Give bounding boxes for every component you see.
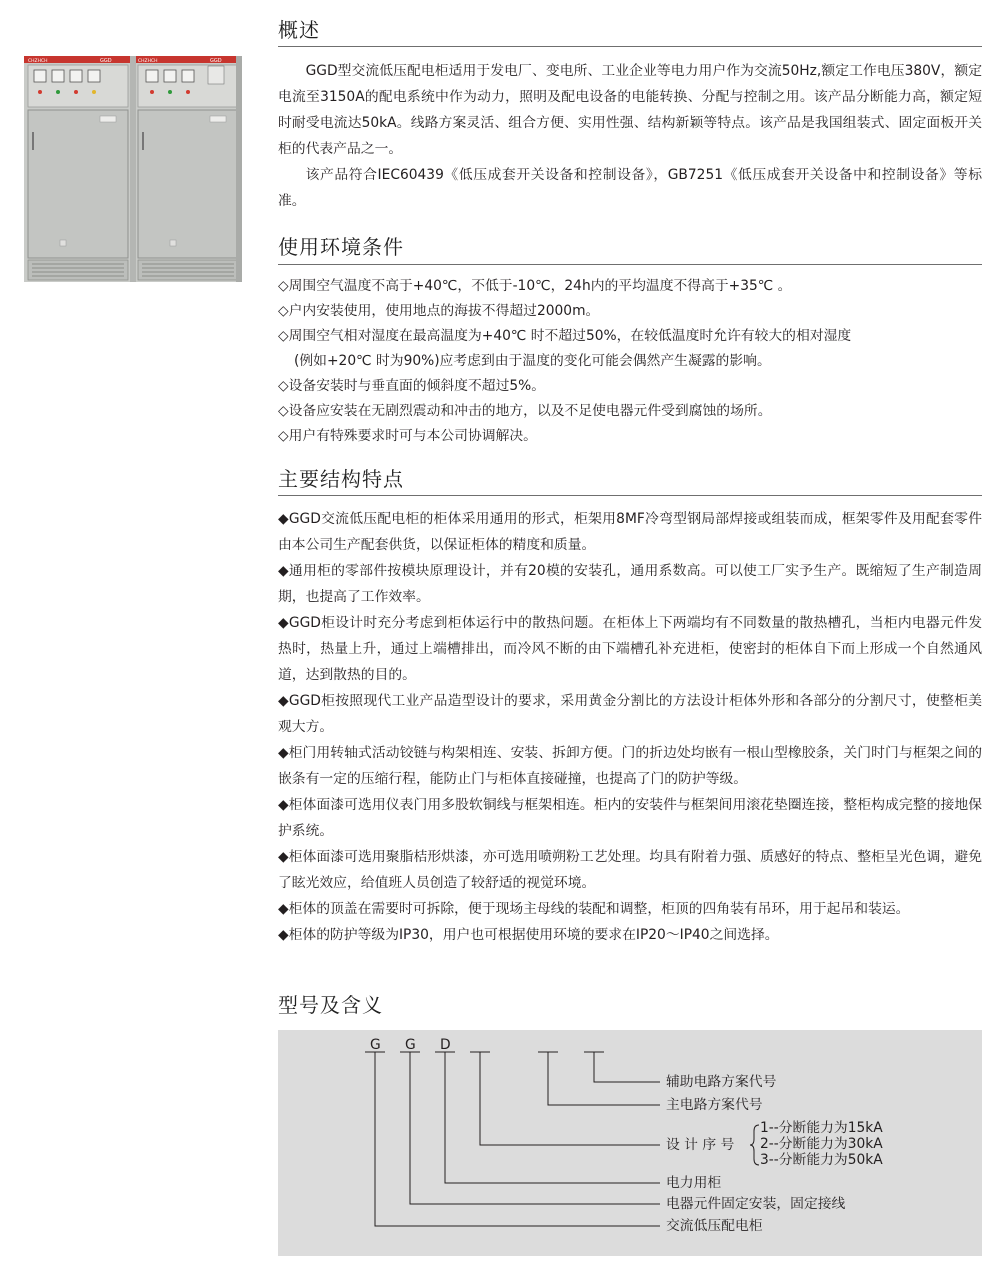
model-letter-d: D xyxy=(440,1037,451,1053)
list-item: ◇周围空气温度不高于+40℃，不低于-10℃，24h内的平均温度不得高于+35℃ 。 xyxy=(278,278,792,294)
section-title-model: 型号及含义 xyxy=(278,993,383,1017)
section-divider xyxy=(278,46,982,47)
panel-model-left: GGD xyxy=(100,58,112,64)
label-ac-cabinet: 交流低压配电柜 xyxy=(666,1218,763,1234)
label-power-cabinet: 电力用柜 xyxy=(666,1175,722,1191)
section-title-structure: 主要结构特点 xyxy=(278,467,404,491)
list-item: ◇周围空气相对湿度在最高温度为+40℃ 时不超过50%，在较低温度时允许有较大的相对湿度 xyxy=(278,328,852,344)
label-fixed-install: 电器元件固定安装，固定接线 xyxy=(666,1196,846,1212)
label-aux-circuit: 辅助电路方案代号 xyxy=(666,1074,777,1090)
list-item: ◆柜门用转轴式活动铰链与构架相连、安装、拆卸方便。门的折边处均嵌有一根山型橡胶条，关门时门与框架之间的嵌条有一定的压缩行程，能防止门与柜体直接碰撞，也提高了门的防护等级。 xyxy=(278,745,982,787)
product-photo xyxy=(22,52,244,284)
overview-paragraph: GGD型交流低压配电柜适用于发电厂、变电所、工业企业等电力用户作为交流50Hz,额定工作电压380V，额定电流至3150A的配电系统中作为动力，照明及配电设备的电能转换、分配与控制之用。该产品分断能力高，额定短时耐受电流达50kA。线路方案灵活、组合方便、实用性强、结构新颖等特点。该产品是我国组装式、固定面板开关柜的代表产品之一。 xyxy=(278,63,982,157)
section-divider xyxy=(278,264,982,265)
list-item: ◆柜体面漆可选用仪表门用多股软铜线与框架相连。柜内的安装件与框架间用滚花垫圈连接，整柜构成完整的接地保护系统。 xyxy=(278,797,982,839)
model-diagram xyxy=(278,1030,982,1256)
list-item: ◇设备安装时与垂直面的倾斜度不超过5%。 xyxy=(278,378,546,394)
list-item: ◆GGD柜按照现代工业产品造型设计的要求，采用黄金分割比的方法设计柜体外形和各部分的分割尺寸，使整柜美观大方。 xyxy=(278,693,982,735)
section-title-environment: 使用环境条件 xyxy=(278,235,404,259)
list-item: (例如+20℃ 时为90%)应考虑到由于温度的变化可能会偶然产生凝露的影响。 xyxy=(294,353,771,369)
label-design-number: 设 计 序 号 xyxy=(666,1137,735,1153)
panel-brand-right: CHZHCH xyxy=(138,59,158,64)
model-letter-g1: G xyxy=(370,1037,381,1053)
structure-list xyxy=(278,506,982,948)
section-title-overview: 概述 xyxy=(278,18,320,42)
list-item: ◆通用柜的零部件按模块原理设计，并有20模的安装孔，通用系数高。可以使工厂实予生产。既缩短了生产制造周期，也提高了工作效率。 xyxy=(278,563,982,605)
label-main-circuit: 主电路方案代号 xyxy=(666,1097,763,1113)
list-item: ◇设备应安装在无剧烈震动和冲击的地方，以及不足使电器元件受到腐蚀的场所。 xyxy=(278,403,772,419)
panel-model-right: GGD xyxy=(210,58,222,64)
model-letter-g2: G xyxy=(405,1037,416,1053)
list-item: ◆GGD交流低压配电柜的柜体采用通用的形式，柜架用8MF冷弯型钢局部焊接或组装而成，框架零件及用配套零件由本公司生产配套供货，以保证柜体的精度和质量。 xyxy=(278,511,982,553)
design-option-2: 2--分断能力为30kA xyxy=(760,1136,883,1152)
list-item: ◆柜体面漆可选用聚脂桔形烘漆，亦可选用喷朔粉工艺处理。均具有附着力强、质感好的特点、整柜呈光色调，避免了眩光效应，给值班人员创造了较舒适的视觉环境。 xyxy=(278,849,982,891)
panel-brand-left: CHZHCH xyxy=(28,59,48,64)
list-item: ◆GGD柜设计时充分考虑到柜体运行中的散热问题。在柜体上下两端均有不同数量的散热槽孔，当柜内电器元件发热时，热量上升，通过上端槽排出，而冷风不断的由下端槽孔补充进柜，使密封的柜体自下而上形成一个自然通风道，达到散热的目的。 xyxy=(278,615,982,683)
list-item: ◇用户有特殊要求时可与本公司协调解决。 xyxy=(278,428,537,444)
list-item: ◆柜体的防护等级为IP30，用户也可根据使用环境的要求在IP20～IP40之间选择。 xyxy=(278,927,779,943)
overview-paragraph: 该产品符合IEC60439《低压成套开关设备和控制设备》，GB7251《低压成套开关设备中和控制设备》等标准。 xyxy=(278,167,982,209)
design-option-1: 1--分断能力为15kA xyxy=(760,1120,883,1136)
list-item: ◆柜体的顶盖在需要时可拆除，便于现场主母线的装配和调整，柜顶的四角装有吊环，用于起吊和装运。 xyxy=(278,901,910,917)
overview-body xyxy=(278,58,982,214)
section-divider xyxy=(278,495,982,496)
list-item: ◇户内安装使用，使用地点的海拔不得超过2000m。 xyxy=(278,303,600,319)
design-option-3: 3--分断能力为50kA xyxy=(760,1152,883,1168)
environment-list xyxy=(278,274,982,449)
